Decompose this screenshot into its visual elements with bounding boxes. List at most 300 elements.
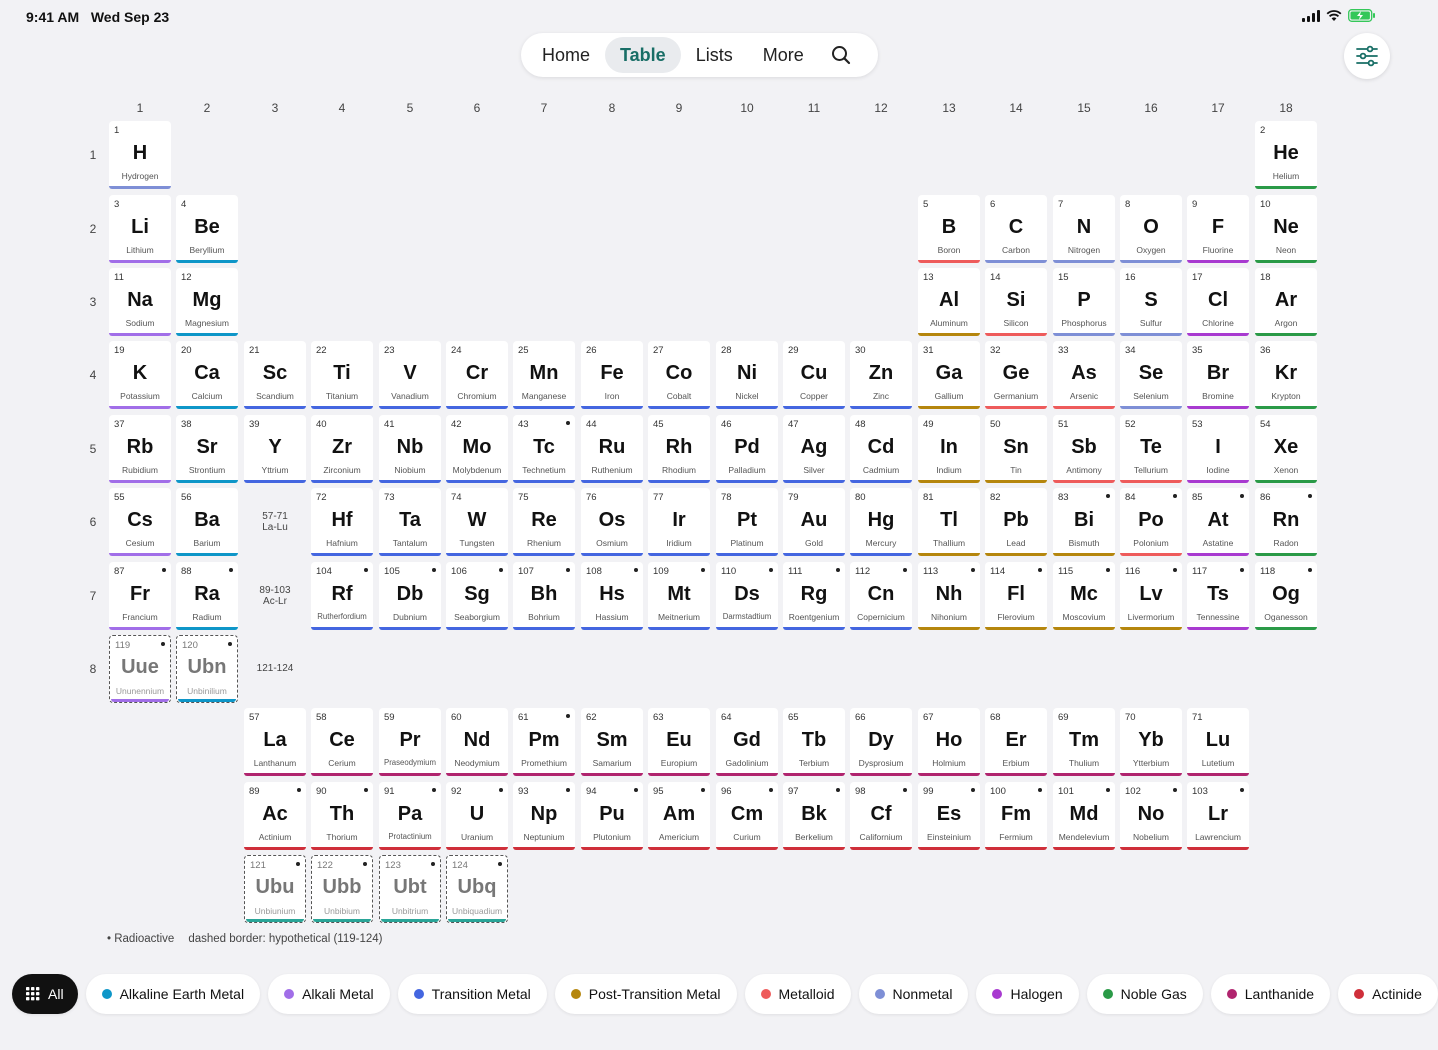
element-symbol: Md — [1069, 803, 1099, 825]
filter-chip-nonmetal[interactable] — [859, 974, 969, 1014]
element-tile-o[interactable] — [1120, 195, 1182, 263]
category-color-bar — [783, 847, 845, 850]
category-color-bar — [446, 406, 508, 409]
radioactive-dot-icon — [1173, 494, 1177, 498]
element-tile-th[interactable] — [311, 782, 373, 850]
element-tile-kr[interactable] — [1255, 341, 1317, 409]
element-name: Cobalt — [666, 391, 692, 401]
nav-more-tab[interactable] — [748, 37, 819, 73]
group-label-18: 18 — [1279, 101, 1293, 115]
element-symbol: Au — [800, 509, 828, 531]
element-symbol: P — [1077, 289, 1091, 311]
element-tile-og[interactable] — [1255, 562, 1317, 630]
element-symbol: He — [1273, 142, 1299, 164]
element-tile-uue[interactable] — [109, 635, 171, 703]
period-label-2: 2 — [89, 222, 97, 236]
atomic-number: 52 — [1125, 419, 1136, 430]
element-tile-ir[interactable] — [648, 488, 710, 556]
element-tile-he[interactable] — [1255, 121, 1317, 189]
category-color-bar — [918, 333, 980, 336]
element-tile-ar[interactable] — [1255, 268, 1317, 336]
element-symbol: Si — [1006, 289, 1026, 311]
element-tile-al[interactable] — [918, 268, 980, 336]
category-color-bar — [1187, 406, 1249, 409]
element-tile-lv[interactable] — [1120, 562, 1182, 630]
element-tile-bk[interactable] — [783, 782, 845, 850]
category-color-bar — [648, 406, 710, 409]
element-tile-gd[interactable] — [716, 708, 778, 776]
element-tile-rh[interactable] — [648, 415, 710, 483]
atomic-number: 31 — [923, 345, 934, 356]
element-tile-ta[interactable] — [379, 488, 441, 556]
element-tile-s[interactable] — [1120, 268, 1182, 336]
element-tile-la[interactable] — [244, 708, 306, 776]
element-tile-ni[interactable] — [716, 341, 778, 409]
element-tile-si[interactable] — [985, 268, 1047, 336]
element-symbol: Tl — [940, 509, 958, 531]
element-symbol: Am — [662, 803, 696, 825]
element-tile-tb[interactable] — [783, 708, 845, 776]
atomic-number: 41 — [384, 419, 395, 430]
category-color-bar — [244, 847, 306, 850]
element-tile-ds[interactable] — [716, 562, 778, 630]
element-tile-cm[interactable] — [716, 782, 778, 850]
category-color-bar — [109, 333, 171, 336]
element-name: Gallium — [934, 391, 964, 401]
category-color-bar — [109, 406, 171, 409]
element-symbol: Mt — [667, 583, 691, 605]
element-tile-li[interactable] — [109, 195, 171, 263]
category-color-bar — [581, 553, 643, 556]
element-tile-bh[interactable] — [513, 562, 575, 630]
element-tile-at[interactable] — [1187, 488, 1249, 556]
grid-icon — [26, 987, 40, 1001]
filter-chip-alkaline-earth-metal[interactable] — [86, 974, 261, 1014]
element-tile-n[interactable] — [1053, 195, 1115, 263]
element-symbol: Na — [127, 289, 153, 311]
element-tile-h[interactable] — [109, 121, 171, 189]
element-tile-ubq[interactable] — [446, 855, 508, 923]
category-color-bar — [513, 773, 575, 776]
radioactive-dot-icon — [1173, 788, 1177, 792]
element-tile-np[interactable] — [513, 782, 575, 850]
category-color-bar — [446, 773, 508, 776]
category-color-bar — [313, 919, 371, 922]
element-name: Technetium — [522, 465, 566, 475]
element-tile-v[interactable] — [379, 341, 441, 409]
element-tile-au[interactable] — [783, 488, 845, 556]
filter-chip-lanthanide[interactable] — [1211, 974, 1330, 1014]
element-symbol: Ubq — [457, 876, 497, 898]
filter-chip-alkali-metal[interactable] — [268, 974, 390, 1014]
element-tile-ra[interactable] — [176, 562, 238, 630]
element-name: Oganesson — [1264, 612, 1308, 622]
group-label-14: 14 — [1009, 101, 1023, 115]
element-tile-as[interactable] — [1053, 341, 1115, 409]
category-color-bar — [985, 773, 1047, 776]
element-tile-eu[interactable] — [648, 708, 710, 776]
element-symbol: Sg — [464, 583, 490, 605]
element-tile-cd[interactable] — [850, 415, 912, 483]
element-name: Neon — [1275, 245, 1297, 255]
atomic-number: 26 — [586, 345, 597, 356]
element-name: Arsenic — [1069, 391, 1099, 401]
element-tile-sm[interactable] — [581, 708, 643, 776]
category-color-bar — [918, 260, 980, 263]
element-name: Dysprosium — [858, 758, 904, 768]
category-color-bar — [1187, 553, 1249, 556]
element-symbol: Sc — [262, 362, 288, 384]
element-tile-rg[interactable] — [783, 562, 845, 630]
group-label-5: 5 — [406, 101, 414, 115]
atomic-number: 44 — [586, 419, 597, 430]
group-label-7: 7 — [540, 101, 548, 115]
element-tile-ac[interactable] — [244, 782, 306, 850]
element-tile-mg[interactable] — [176, 268, 238, 336]
nav-table-tab[interactable] — [605, 37, 681, 73]
radioactive-dot-icon — [161, 642, 165, 646]
atomic-number: 51 — [1058, 419, 1069, 430]
element-tile-na[interactable] — [109, 268, 171, 336]
atomic-number: 64 — [721, 712, 732, 723]
category-color-bar — [850, 773, 912, 776]
filter-chip-actinide[interactable] — [1338, 974, 1438, 1014]
element-tile-ubn[interactable] — [176, 635, 238, 703]
category-color-bar — [783, 553, 845, 556]
atomic-number: 56 — [181, 492, 192, 503]
atomic-number: 48 — [855, 419, 866, 430]
element-tile-sr[interactable] — [176, 415, 238, 483]
element-symbol: Fr — [130, 583, 150, 605]
atomic-number: 58 — [316, 712, 327, 723]
category-color-bar — [1053, 847, 1115, 850]
element-tile-be[interactable] — [176, 195, 238, 263]
element-tile-lu[interactable] — [1187, 708, 1249, 776]
element-name: Zirconium — [323, 465, 361, 475]
element-tile-ca[interactable] — [176, 341, 238, 409]
element-name: Radium — [192, 612, 222, 622]
element-tile-tm[interactable] — [1053, 708, 1115, 776]
element-tile-pd[interactable] — [716, 415, 778, 483]
category-color-bar — [379, 480, 441, 483]
element-symbol: Sb — [1071, 436, 1097, 458]
element-name: Antimony — [1066, 465, 1102, 475]
element-tile-k[interactable] — [109, 341, 171, 409]
atomic-number: 118 — [1260, 566, 1276, 577]
element-name: Rhodium — [661, 465, 697, 475]
element-tile-lr[interactable] — [1187, 782, 1249, 850]
element-symbol: Nh — [935, 583, 963, 605]
atomic-number: 5 — [923, 199, 929, 210]
element-tile-mn[interactable] — [513, 341, 575, 409]
atomic-number: 101 — [1058, 786, 1074, 797]
element-tile-w[interactable] — [446, 488, 508, 556]
element-symbol: Tm — [1069, 729, 1099, 751]
chip-label: Nonmetal — [892, 986, 953, 1002]
element-tile-cr[interactable] — [446, 341, 508, 409]
filter-chip-transition-metal[interactable] — [398, 974, 547, 1014]
element-tile-md[interactable] — [1053, 782, 1115, 850]
element-tile-ts[interactable] — [1187, 562, 1249, 630]
element-name: Unbiquadium — [451, 906, 503, 916]
element-symbol: Pb — [1003, 509, 1029, 531]
element-tile-b[interactable] — [918, 195, 980, 263]
element-tile-ru[interactable] — [581, 415, 643, 483]
filter-settings-button[interactable] — [1344, 33, 1390, 79]
element-tile-co[interactable] — [648, 341, 710, 409]
period-label-3: 3 — [89, 295, 97, 309]
element-name: Holmium — [932, 758, 966, 768]
filter-chip-halogen[interactable] — [976, 974, 1078, 1014]
element-symbol: Fm — [1001, 803, 1031, 825]
element-tile-re[interactable] — [513, 488, 575, 556]
element-name: Rhenium — [526, 538, 562, 548]
element-symbol: La — [263, 729, 287, 751]
element-tile-mo[interactable] — [446, 415, 508, 483]
category-color-bar — [513, 627, 575, 630]
element-symbol: Ag — [800, 436, 828, 458]
element-tile-ubb[interactable] — [311, 855, 373, 923]
period-label-8: 8 — [89, 662, 97, 676]
category-color-bar — [311, 847, 373, 850]
atomic-number: 40 — [316, 419, 327, 430]
element-tile-xe[interactable] — [1255, 415, 1317, 483]
element-symbol: Rf — [331, 583, 353, 605]
category-color-bar — [581, 627, 643, 630]
atomic-number: 93 — [518, 786, 529, 797]
element-tile-cn[interactable] — [850, 562, 912, 630]
group-label-2: 2 — [203, 101, 211, 115]
element-symbol: Tb — [801, 729, 827, 751]
category-color-bar — [109, 480, 171, 483]
sliders-icon — [1355, 45, 1379, 67]
element-tile-sb[interactable] — [1053, 415, 1115, 483]
filter-chip-all[interactable] — [12, 974, 78, 1014]
element-name: Chromium — [457, 391, 497, 401]
element-tile-zn[interactable] — [850, 341, 912, 409]
nav-lists-tab[interactable] — [681, 37, 748, 73]
element-tile-sg[interactable] — [446, 562, 508, 630]
radioactive-dot-icon — [1038, 568, 1042, 572]
element-name: Scandium — [256, 391, 294, 401]
radioactive-dot-icon — [296, 862, 300, 866]
atomic-number: 1 — [114, 125, 120, 136]
element-tile-cl[interactable] — [1187, 268, 1249, 336]
element-tile-mc[interactable] — [1053, 562, 1115, 630]
element-tile-rn[interactable] — [1255, 488, 1317, 556]
element-tile-se[interactable] — [1120, 341, 1182, 409]
element-tile-nh[interactable] — [918, 562, 980, 630]
atomic-number: 114 — [990, 566, 1006, 577]
element-tile-hf[interactable] — [311, 488, 373, 556]
element-tile-hg[interactable] — [850, 488, 912, 556]
element-tile-i[interactable] — [1187, 415, 1249, 483]
element-tile-po[interactable] — [1120, 488, 1182, 556]
element-tile-br[interactable] — [1187, 341, 1249, 409]
element-tile-ga[interactable] — [918, 341, 980, 409]
element-tile-pu[interactable] — [581, 782, 643, 850]
element-name: Uranium — [460, 832, 494, 842]
element-tile-ge[interactable] — [985, 341, 1047, 409]
element-tile-am[interactable] — [648, 782, 710, 850]
element-symbol: Uue — [121, 656, 159, 678]
category-color-bar — [716, 627, 778, 630]
atomic-number: 6 — [990, 199, 996, 210]
element-symbol: Hf — [331, 509, 353, 531]
radioactive-dot-icon — [566, 568, 570, 572]
element-tile-sn[interactable] — [985, 415, 1047, 483]
element-tile-fm[interactable] — [985, 782, 1047, 850]
atomic-number: 87 — [114, 566, 125, 577]
atomic-number: 19 — [114, 345, 125, 356]
atomic-number: 32 — [990, 345, 1001, 356]
element-tile-hs[interactable] — [581, 562, 643, 630]
element-tile-fl[interactable] — [985, 562, 1047, 630]
atomic-number: 54 — [1260, 419, 1271, 430]
category-color-bar — [109, 260, 171, 263]
element-name: Thulium — [1068, 758, 1100, 768]
element-tile-mt[interactable] — [648, 562, 710, 630]
element-tile-ne[interactable] — [1255, 195, 1317, 263]
element-tile-ho[interactable] — [918, 708, 980, 776]
atomic-number: 57 — [249, 712, 260, 723]
element-tile-ti[interactable] — [311, 341, 373, 409]
element-symbol: Co — [665, 362, 693, 384]
group-label-1: 1 — [136, 101, 144, 115]
category-color-bar — [1053, 553, 1115, 556]
category-color-bar — [1053, 333, 1115, 336]
atomic-number: 34 — [1125, 345, 1136, 356]
element-name: Oxygen — [1136, 245, 1166, 255]
element-tile-zr[interactable] — [311, 415, 373, 483]
category-color-bar — [1187, 847, 1249, 850]
element-tile-bi[interactable] — [1053, 488, 1115, 556]
element-tile-rf[interactable] — [311, 562, 373, 630]
element-tile-cu[interactable] — [783, 341, 845, 409]
element-symbol: Br — [1206, 362, 1230, 384]
element-tile-dy[interactable] — [850, 708, 912, 776]
filter-chip-metalloid[interactable] — [745, 974, 851, 1014]
element-tile-ce[interactable] — [311, 708, 373, 776]
category-color-bar — [176, 333, 238, 336]
element-symbol: Te — [1140, 436, 1162, 458]
category-color-bar — [176, 406, 238, 409]
category-color-bar — [513, 553, 575, 556]
element-tile-pr[interactable] — [379, 708, 441, 776]
element-name: Roentgenium — [788, 612, 840, 622]
nav-home-tab[interactable] — [527, 37, 605, 73]
element-tile-cs[interactable] — [109, 488, 171, 556]
radioactive-dot-icon — [566, 421, 570, 425]
category-color-bar — [985, 553, 1047, 556]
element-tile-tc[interactable] — [513, 415, 575, 483]
element-tile-tl[interactable] — [918, 488, 980, 556]
element-symbol: Th — [329, 803, 355, 825]
filter-chip-noble-gas[interactable] — [1087, 974, 1203, 1014]
element-tile-nd[interactable] — [446, 708, 508, 776]
filter-chip-post-transition-metal[interactable] — [555, 974, 737, 1014]
range-numbers: 89-103 — [259, 585, 291, 596]
atomic-number: 2 — [1260, 125, 1266, 136]
group-label-11: 11 — [807, 101, 821, 115]
element-tile-y[interactable] — [244, 415, 306, 483]
element-tile-cf[interactable] — [850, 782, 912, 850]
element-name: Krypton — [1271, 391, 1301, 401]
category-color-bar — [513, 847, 575, 850]
category-color-bar — [918, 773, 980, 776]
search-button[interactable] — [821, 37, 861, 73]
element-symbol: H — [132, 142, 148, 164]
range-numbers: 121-124 — [256, 663, 294, 674]
element-name: Neodymium — [454, 758, 500, 768]
element-tile-ba[interactable] — [176, 488, 238, 556]
category-color-bar — [1255, 627, 1317, 630]
element-tile-u[interactable] — [446, 782, 508, 850]
radioactive-dot-icon — [701, 788, 705, 792]
element-name: Astatine — [1202, 538, 1234, 548]
element-tile-sc[interactable] — [244, 341, 306, 409]
element-tile-pt[interactable] — [716, 488, 778, 556]
atomic-number: 103 — [1192, 786, 1208, 797]
element-name: Nihonium — [931, 612, 967, 622]
element-name: Nickel — [735, 391, 759, 401]
element-symbol: Db — [396, 583, 424, 605]
element-tile-db[interactable] — [379, 562, 441, 630]
element-tile-os[interactable] — [581, 488, 643, 556]
element-name: Mendelevium — [1058, 832, 1110, 842]
element-tile-pa[interactable] — [379, 782, 441, 850]
element-symbol: Li — [131, 216, 149, 238]
element-tile-ag[interactable] — [783, 415, 845, 483]
element-name: Radon — [1273, 538, 1299, 548]
element-tile-fe[interactable] — [581, 341, 643, 409]
element-tile-rb[interactable] — [109, 415, 171, 483]
category-color-bar — [446, 480, 508, 483]
element-name: Erbium — [1002, 758, 1030, 768]
element-tile-p[interactable] — [1053, 268, 1115, 336]
element-tile-yb[interactable] — [1120, 708, 1182, 776]
element-symbol: Ca — [194, 362, 220, 384]
element-name: Gold — [805, 538, 823, 548]
element-tile-te[interactable] — [1120, 415, 1182, 483]
category-color-bar — [246, 919, 304, 922]
element-tile-c[interactable] — [985, 195, 1047, 263]
element-tile-ubt[interactable] — [379, 855, 441, 923]
atomic-number: 59 — [384, 712, 395, 723]
element-tile-nb[interactable] — [379, 415, 441, 483]
element-tile-pm[interactable] — [513, 708, 575, 776]
category-color-bar — [648, 627, 710, 630]
element-tile-ubu[interactable] — [244, 855, 306, 923]
element-name: Bismuth — [1068, 538, 1100, 548]
element-name: Unbinilium — [187, 686, 227, 696]
element-tile-in[interactable] — [918, 415, 980, 483]
element-tile-es[interactable] — [918, 782, 980, 850]
element-tile-fr[interactable] — [109, 562, 171, 630]
element-tile-f[interactable] — [1187, 195, 1249, 263]
atomic-number: 63 — [653, 712, 664, 723]
element-tile-pb[interactable] — [985, 488, 1047, 556]
atomic-number: 22 — [316, 345, 327, 356]
element-symbol: Cr — [465, 362, 489, 384]
element-tile-no[interactable] — [1120, 782, 1182, 850]
element-name: Cesium — [125, 538, 155, 548]
element-tile-er[interactable] — [985, 708, 1047, 776]
group-label-10: 10 — [740, 101, 754, 115]
element-name: Livermorium — [1127, 612, 1175, 622]
element-name: Cerium — [328, 758, 356, 768]
atomic-number: 104 — [316, 566, 332, 577]
